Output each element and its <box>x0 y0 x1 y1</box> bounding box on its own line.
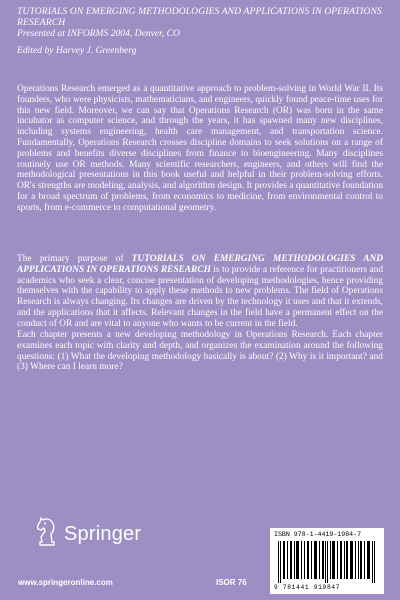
chess-knight-icon <box>36 517 58 552</box>
publisher-url: www.springeronline.com <box>18 578 113 587</box>
paragraph-2-rest: is to provide a reference for practitioners and academics who seek a clear, concise presentation of developing methodologies, hence providing themselves with the capability to apply these methods to new problems. The field of Operations Research is always changing. Its changes are driven by the technology it uses and that it extends, and the applications that it affects. Relevant changes in the field have a permanent effect on the conduct of OR and are vital to anyone who wants to be current in the field. <box>17 264 384 329</box>
paragraph-2-book-title: TUTORIALS ON EMERGING METHODOLOGIES AND APPLICATIONS IN OPERATIONS RESEARCH <box>17 254 384 275</box>
barcode-bars <box>274 541 380 583</box>
paragraph-2-lead: The primary purpose of <box>17 254 132 264</box>
editor-line: Edited by Harvey J. Greenberg <box>17 45 137 56</box>
series-number: ISOR 76 <box>216 578 247 587</box>
series-title: TUTORIALS ON EMERGING METHODOLOGIES AND APPLICATIONS IN OPERATIONS RESEARCH <box>17 6 382 28</box>
presented-line: Presented at INFORMS 2004, Denver, CO <box>17 28 180 39</box>
description-paragraph-1: Operations Research emerged as a quantitative approach to problem-solving in World War II. Its founders, who were physicists, mathematicians, and engineers, quickly found peace-time uses for this new field. Moreover, we can say that Operations Research (OR) was born in the same incubator as computer science, and through the years, it has spawned many new disciplines, including systems engineering, health care management, and transportation science. Fundamentally, Operations Research crosses discipline domains to seek solutions on a range of problems and benefits diverse disciplines from finance to bioengineering. Many disciplines routinely use OR methods. Many scientific researchers, engineers, and others will find the methodological presentations in this book useful and helpful in their problem-solving efforts. OR's strengths are modeling, analysis, and algorithm design. It provides a quantitative foundation for a broad spectrum of problems, from economics to medicine, from environmental control to sports, from e-commerce to computational geometry. <box>17 84 383 213</box>
publisher-name: Springer <box>64 522 142 545</box>
description-paragraph-2 <box>17 254 383 330</box>
barcode-panel <box>270 528 384 594</box>
barcode-digits: 9 781441 919847 <box>274 584 341 591</box>
springer-logo <box>36 518 141 550</box>
isbn-label: ISBN 978-1-4419-1984-7 <box>274 531 362 538</box>
cover-header <box>17 6 387 56</box>
description-paragraph-3: Each chapter presents a new developing methodology in Operations Research. Each chapter examines each topic with clarity and depth, and organizes the examination around the following questions: (1) What the developing methodology basically is about? (2) Why is it important? and (3) Where can I learn more? <box>17 330 383 373</box>
